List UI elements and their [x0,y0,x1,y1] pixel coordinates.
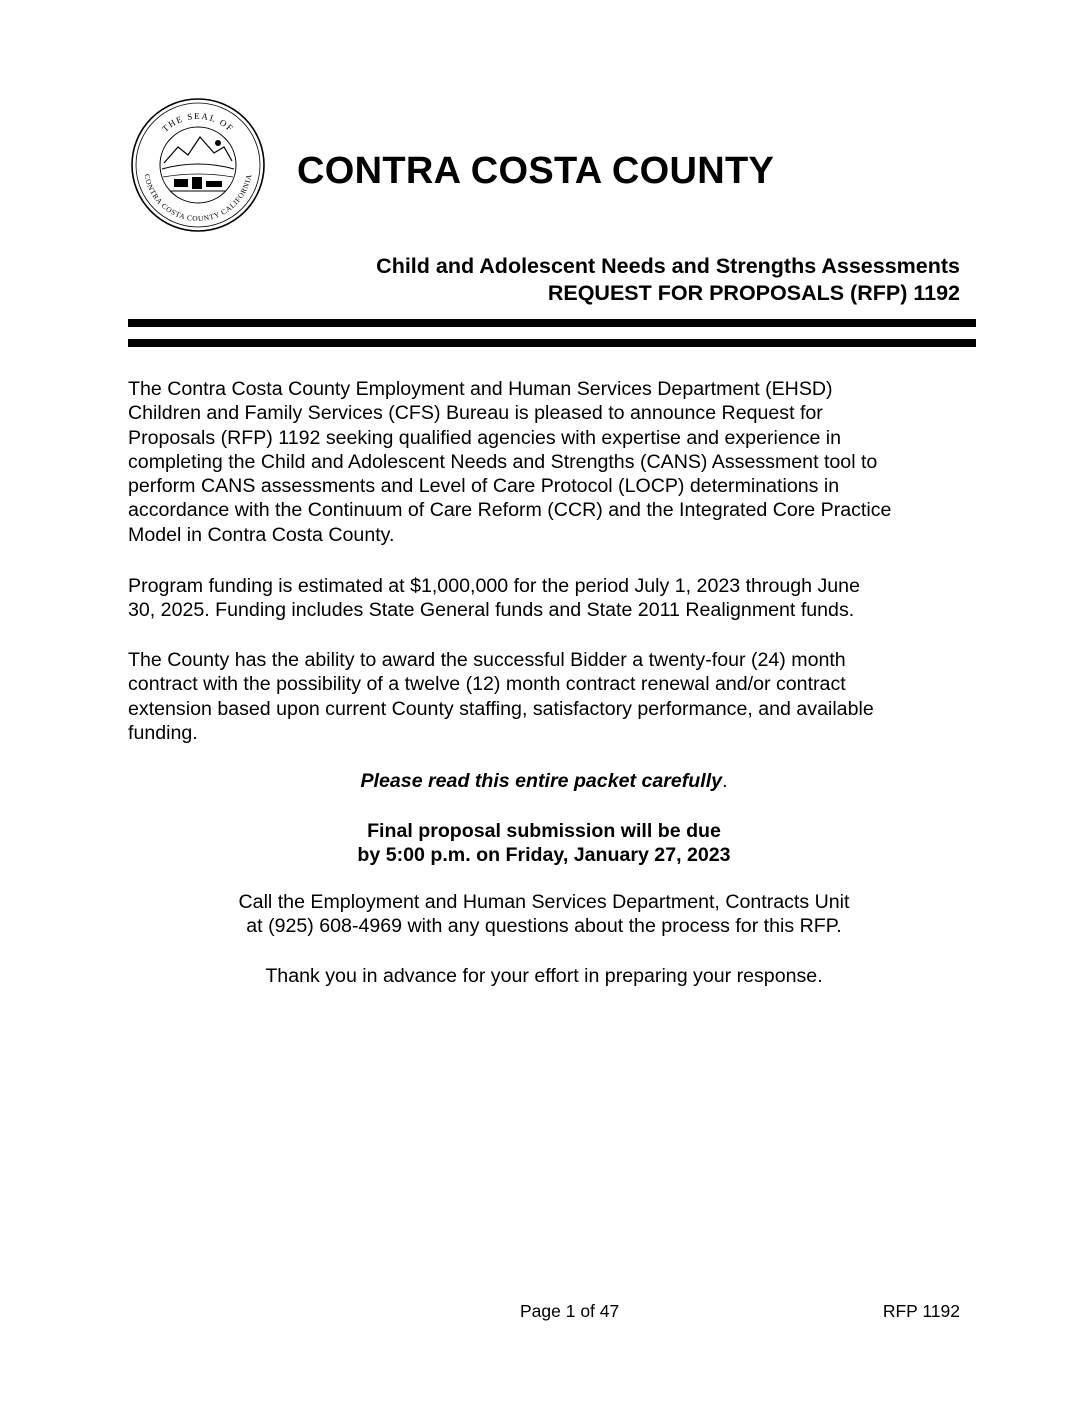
seal-top-text: THE SEAL OF [160,110,236,134]
paragraph-line: Proposals (RFP) 1192 seeking qualified agencies with expertise and experience in [128,426,842,449]
paragraph-line: Children and Family Services (CFS) Bureau is pleased to announce Request for [128,402,823,425]
paragraph-line: The Contra Costa County Employment and Human Services Department (EHSD) [128,378,833,400]
contact-line-1: Call the Employment and Human Services Department, Contracts Unit [238,891,850,913]
funding-paragraph [128,574,978,623]
seal-bottom-text: CONTRA COSTA COUNTY CALIFORNIA [142,173,254,224]
svg-text:THE SEAL OF [160,111,236,134]
intro-paragraph [128,377,978,547]
contact-line-2: at (925) 608-4969 with any questions about the process for this RFP. [246,915,842,938]
thank-you-note: Thank you in advance for your effort in preparing your response. [265,965,823,987]
read-packet-note [128,769,960,793]
contact-info [128,890,960,939]
deadline-line-1: Final proposal submission will be due [367,820,721,842]
paragraph-line: completing the Child and Adolescent Needs and Strengths (CANS) Assessment tool to [128,450,878,473]
county-title: CONTRA COSTA COUNTY [297,150,775,192]
footer-rfp-label: RFP 1192 [882,1301,960,1321]
paragraph-line: accordance with the Continuum of Care Reform (CCR) and the Integrated Core Practice [128,499,892,522]
subtitle-line-1: Child and Adolescent Needs and Strengths Assessments [376,254,960,278]
page-number: Page 1 of 47 [520,1301,620,1321]
header-divider-top [128,319,976,327]
subtitle-line-2: REQUEST FOR PROPOSALS (RFP) 1192 [547,281,960,305]
award-paragraph [128,648,978,745]
document-subtitle [376,253,960,307]
paragraph-line: 30, 2025. Funding includes State General funds and State 2011 Realignment funds. [128,599,855,622]
paragraph-line: extension based upon current County staffing, satisfactory performance, and available [128,697,874,720]
paragraph-line: funding. [128,721,198,744]
read-note-text: Please read this entire packet carefully [360,770,723,792]
header-divider-bottom [128,339,976,347]
paragraph-line: The County has the ability to award the successful Bidder a twenty-four (24) month [128,649,846,671]
submission-deadline [128,819,960,868]
read-note-period: . [722,770,728,792]
deadline-line-2: by 5:00 p.m. on Friday, January 27, 2023 [357,844,731,867]
county-seal-icon [130,97,266,233]
paragraph-line: Program funding is estimated at $1,000,000 for the period July 1, 2023 through June [128,575,860,597]
paragraph-line: contract with the possibility of a twelve (12) month contract renewal and/or contract [128,673,846,696]
paragraph-line: Model in Contra Costa County. [128,523,395,546]
paragraph-line: perform CANS assessments and Level of Care Protocol (LOCP) determinations in [128,475,840,498]
